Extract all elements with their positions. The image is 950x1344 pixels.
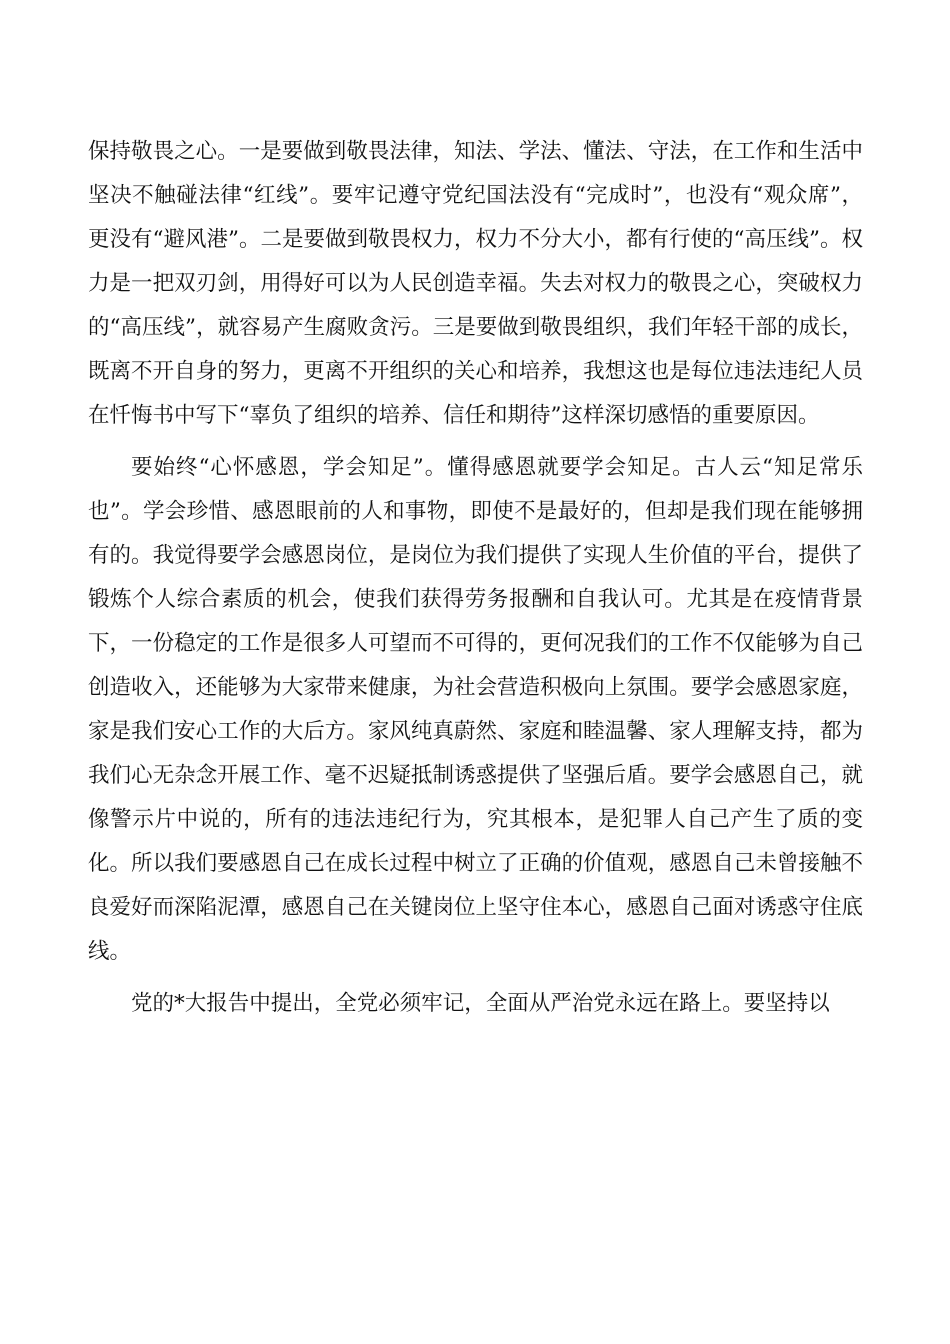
document-body [88,130,863,1034]
paragraph-gratitude: 要始终“心怀感恩，学会知足”。懂得感恩就要学会知足。古人云“知足常乐也”。学会珍惜、感恩眼前的人和事物，即使不是最好的，但却是我们现在能够拥有的。我觉得要学会感恩岗位，是岗位为我们提供了实现人生价值的平台，提供了锻炼个人综合素质的机会，使我们获得劳务报酬和自我认可。尤其是在疫情背景下，一份稳定的工作是很多人可望而不可得的，更何况我们的工作不仅能够为自己创造收入，还能够为大家带来健康，为社会营造积极向上氛围。要学会感恩家庭，家是我们安心工作的大后方。家风纯真蔚然、家庭和睦温馨、家人理解支持，都为我们心无杂念开展工作、毫不迟疑抵制诱惑提供了坚强后盾。要学会感恩自己，就像警示片中说的，所有的违法违纪行为，究其根本，是犯罪人自己产生了质的变化。所以我们要感恩自己在成长过程中树立了正确的价值观，感恩自己未曾接触不良爱好而深陷泥潭，感恩自己在关键岗位上坚守住本心，感恩自己面对诱惑守住底线。 [88,455,863,964]
paragraph-party-report: 党的*大报告中提出，全党必须牢记，全面从严治党永远在路上。要坚持以 [131,991,830,1016]
paragraph-respect: 保持敬畏之心。一是要做到敬畏法律，知法、学法、懂法、守法，在工作和生活中坚决不触碰法律“红线”。要牢记遵守党纪国法没有“完成时”，也没有“观众席”，更没有“避风港”。二是要做到敬畏权力，权力不分大小，都有行使的“高压线”。权力是一把双刃剑，用得好可以为人民创造幸福。失去对权力的敬畏之心，突破权力的“高压线”，就容易产生腐败贪污。三是要做到敬畏组织，我们年轻干部的成长，既离不开自身的努力，更离不开组织的关心和培养，我想这也是每位违法违纪人员在忏悔书中写下“辜负了组织的培养、信任和期待”这样深切感悟的重要原因。 [88,139,863,428]
